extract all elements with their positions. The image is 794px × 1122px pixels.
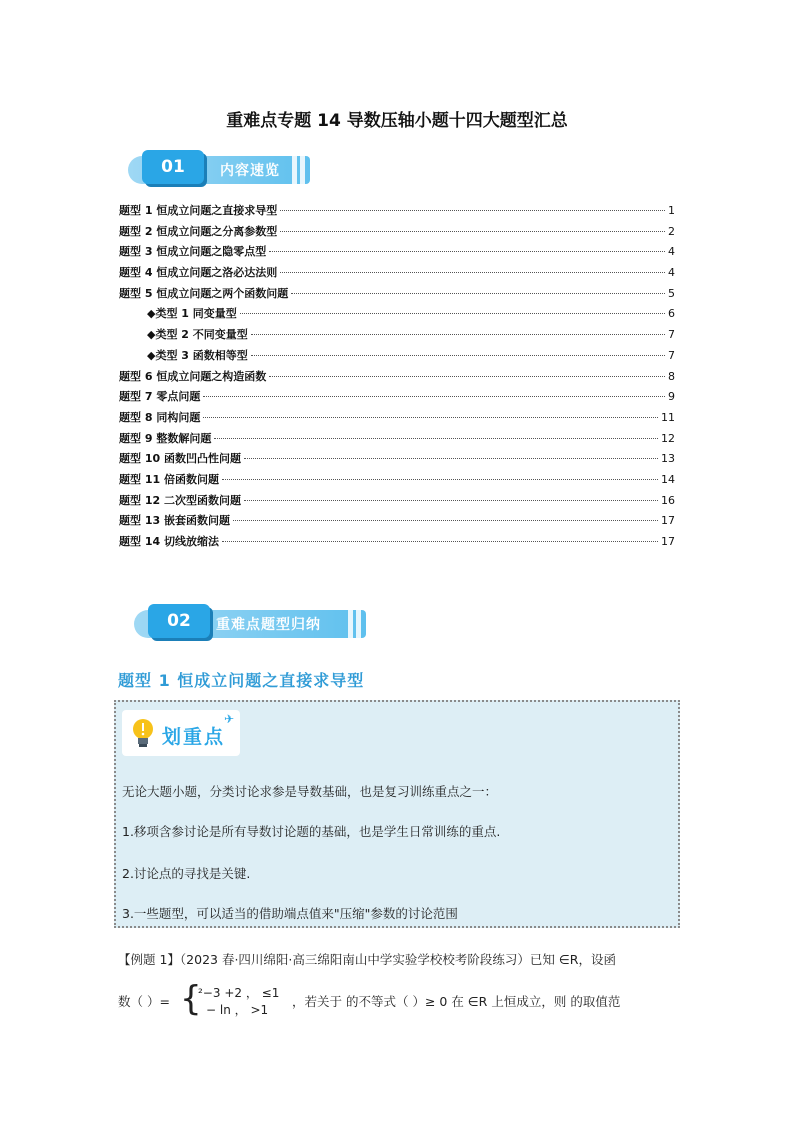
section-heading: 题型 1 恒成立问题之直接求导型 xyxy=(118,671,365,690)
toc-leader-dots xyxy=(244,458,658,459)
toc-entry-page: 17 xyxy=(661,514,675,528)
toc-leader-dots xyxy=(233,520,658,521)
toc-entry[interactable] xyxy=(119,326,675,347)
example-line: ，若关于 的不等式（ ）≥ 0 在 ∈R 上恒成立，则 的取值范 xyxy=(292,994,621,1009)
toc-entry-page: 2 xyxy=(668,224,675,238)
toc-leader-dots xyxy=(251,334,665,335)
piecewise-case: − ln ， >1 xyxy=(206,1003,269,1017)
toc-entry-title: 题型 14 切线放缩法 xyxy=(119,535,219,548)
toc-entry[interactable] xyxy=(119,533,675,554)
toc-entry-title: ◆类型 2 不同变量型 xyxy=(147,328,248,342)
toc-leader-dots xyxy=(269,376,665,377)
toc-entry[interactable] xyxy=(119,347,675,368)
toc-entry[interactable] xyxy=(119,264,675,285)
toc-entry[interactable] xyxy=(119,450,675,471)
toc-leader-dots xyxy=(280,231,665,232)
toc-entry-title: 题型 13 嵌套函数问题 xyxy=(119,514,230,528)
toc-entry[interactable] xyxy=(119,430,675,451)
toc-entry-title: 题型 11 倍函数问题 xyxy=(119,472,219,486)
section-label: 重难点题型归纳 xyxy=(216,617,321,633)
toc-entry-page: 17 xyxy=(661,535,675,548)
toc-entry-title: 题型 12 二次型函数问题 xyxy=(119,493,241,507)
toc-entry-title: 题型 10 函数凹凸性问题 xyxy=(119,452,241,466)
toc-leader-dots xyxy=(203,396,665,397)
piecewise-brace: { xyxy=(180,979,202,1019)
toc-leader-dots xyxy=(222,541,658,542)
toc-leader-dots xyxy=(251,355,665,356)
section-banner-overview xyxy=(128,150,310,190)
example-line: 数（ ）= xyxy=(118,994,170,1009)
toc-entry[interactable] xyxy=(119,285,675,306)
toc-leader-dots xyxy=(222,479,658,480)
toc-leader-dots xyxy=(214,438,658,439)
toc-entry-title: 题型 3 恒成立问题之隐零点型 xyxy=(119,245,267,259)
section-number: 02 xyxy=(148,604,210,638)
toc-entry[interactable] xyxy=(119,512,675,533)
key-point-line: 2.讨论点的寻找是关键. xyxy=(122,866,251,881)
toc-entry-title: 题型 1 恒成立问题之直接求导型 xyxy=(119,204,278,217)
key-point-title: 划重点 xyxy=(162,726,226,748)
section-number: 01 xyxy=(142,150,204,184)
toc-entry[interactable] xyxy=(119,388,675,409)
toc-entry-page: 6 xyxy=(668,307,675,321)
toc-entry-page: 4 xyxy=(668,266,675,280)
toc-leader-dots xyxy=(280,272,665,273)
toc-entry[interactable] xyxy=(119,223,675,244)
key-point-line: 无论大题小题，分类讨论求参是导数基础，也是复习训练重点之一： xyxy=(122,784,498,799)
example-line: 【例题 1】（2023 春·四川绵阳·高三绵阳南山中学实验学校校考阶段练习）已知 ∈R，设函 xyxy=(118,952,616,967)
toc-entry[interactable] xyxy=(119,202,675,223)
toc-entry[interactable] xyxy=(119,471,675,492)
toc-leader-dots xyxy=(269,251,665,252)
table-of-contents xyxy=(119,202,675,554)
toc-entry-title: 题型 9 整数解问题 xyxy=(119,431,212,445)
toc-leader-dots xyxy=(280,210,665,211)
toc-leader-dots xyxy=(291,293,665,294)
section-banner-types xyxy=(134,604,366,644)
toc-entry-page: 12 xyxy=(661,431,675,445)
toc-entry-title: 题型 6 恒成立问题之构造函数 xyxy=(119,369,267,383)
toc-leader-dots xyxy=(240,313,665,314)
page-title: 重难点专题 14 导数压轴小题十四大题型汇总 xyxy=(226,111,568,131)
toc-entry-page: 13 xyxy=(661,452,675,466)
toc-entry-title: ◆类型 1 同变量型 xyxy=(147,307,237,321)
toc-entry-page: 5 xyxy=(668,286,675,300)
piecewise-case: ²−3 +2 ， ≤1 xyxy=(198,986,280,1000)
lightbulb-icon xyxy=(130,716,156,750)
toc-entry[interactable] xyxy=(119,492,675,513)
toc-leader-dots xyxy=(244,500,658,501)
toc-entry-title: 题型 4 恒成立问题之洛必达法则 xyxy=(119,266,278,280)
toc-entry[interactable] xyxy=(119,409,675,430)
toc-entry-page: 1 xyxy=(668,204,675,217)
toc-entry-page: 7 xyxy=(668,328,675,342)
key-point-badge xyxy=(122,710,240,756)
toc-leader-dots xyxy=(203,417,658,418)
toc-entry-page: 4 xyxy=(668,245,675,259)
toc-entry-page: 8 xyxy=(668,369,675,383)
toc-entry-page: 7 xyxy=(668,348,675,362)
toc-entry-title: ◆类型 3 函数相等型 xyxy=(147,348,248,362)
key-point-line: 3.一些题型，可以适当的借助端点值来"压缩"参数的讨论范围 xyxy=(122,906,458,921)
toc-entry-title: 题型 5 恒成立问题之两个函数问题 xyxy=(119,286,289,300)
key-point-line: 1.移项含参讨论是所有导数讨论题的基础，也是学生日常训练的重点. xyxy=(122,824,501,839)
paper-plane-icon: ✈ xyxy=(223,712,234,726)
toc-entry-title: 题型 8 同构问题 xyxy=(119,410,201,424)
key-point-box xyxy=(114,700,680,928)
toc-entry-page: 9 xyxy=(668,390,675,404)
toc-entry-title: 题型 7 零点问题 xyxy=(119,390,201,404)
toc-entry-page: 14 xyxy=(661,472,675,486)
toc-entry-title: 题型 2 恒成立问题之分离参数型 xyxy=(119,224,278,238)
toc-entry[interactable] xyxy=(119,368,675,389)
toc-entry[interactable] xyxy=(119,305,675,326)
section-label: 内容速览 xyxy=(220,163,280,179)
toc-entry-page: 16 xyxy=(661,493,675,507)
toc-entry[interactable] xyxy=(119,243,675,264)
toc-entry-page: 11 xyxy=(661,410,675,424)
